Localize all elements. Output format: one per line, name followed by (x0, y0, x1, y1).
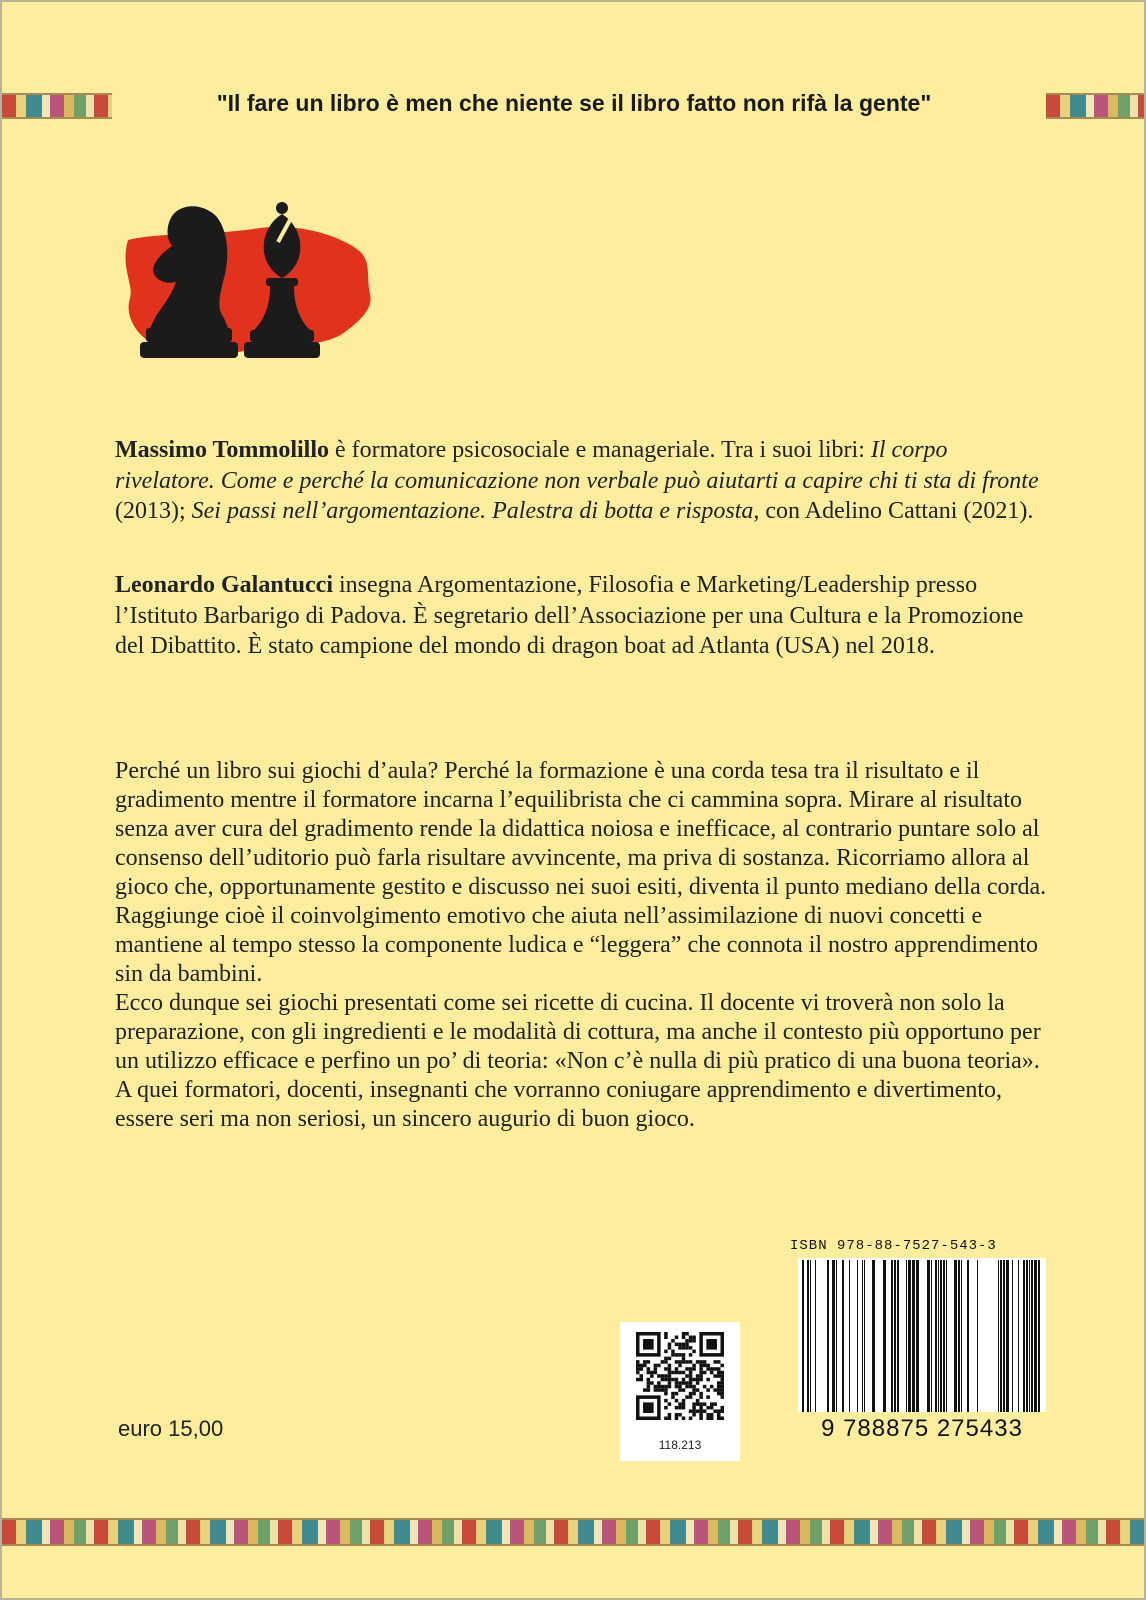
book-title: Il corpo rivelatore. Come e perché la comunicazione non verbale può aiutarti a capire chi ti sta di fronte (115, 437, 1039, 494)
author-name: Massimo Tommolillo (115, 437, 330, 463)
motto-quote: "Il fare un libro è men che niente se il libro fatto non rifà la gente" (216, 90, 932, 116)
isbn-digits: 9 788875 275433 (798, 1412, 1046, 1446)
book-description: Perché un libro sui giochi d’aula? Perché la formazione è una corda tesa tra il risultato e il gradimento mentre il formatore incarna l’equilibrista che ci cammina sopra. Mirare al risultato senza aver cura del gradimento rende la didattica noiosa e inefficace, al contrario puntare solo al consenso dell’uditorio può farla risultare avvincente, ma priva di sostanza. Ricorriamo allora al gioco che, opportunamente gestito e discusso nei suoi esiti, diventa il punto mediano della corda. Raggiunge cioè il coinvolgimento emotivo che aiuta nell’assimilazione di nuovi concetti e mantiene al tempo stesso la componente ludica e “leggera” che connota il nostro apprendimento sin da bambini. Ecco dunque sei giochi presentati come sei ricette di cucina. Il docente vi troverà non solo la preparazione, con gli ingredienti e le modalità di cottura, ma anche il contesto più opportuno per un utilizzo efficace e perfino un po’ di teoria: «Non c’è nulla di più pratico di una buona teoria». A quei formatori, docenti, insegnanti che vorranno coniugare apprendimento e divertimento, essere seri ma non seriosi, un sincero augurio di buon gioco. (115, 758, 1047, 1132)
chess-pieces-illustration (120, 198, 380, 378)
decorative-band-right (1046, 93, 1144, 119)
qr-code-box (620, 1322, 740, 1461)
author-name: Leonardo Galantucci (115, 572, 334, 598)
book-title: Sei passi nell’argomentazione. Palestra di botta e risposta (191, 498, 754, 524)
decorative-band-bottom (2, 1518, 1144, 1546)
barcode (798, 1258, 1046, 1426)
decorative-band-left (2, 93, 112, 119)
author-bio-tommolillo: Massimo Tommolillo è formatore psicosociale e manageriale. Tra i suoi libri: Il corpo rivelatore. Come e perché la comunicazione non verbale può aiutarti a capire chi ti sta di fronte (2013); Sei passi nell’argomentazione. Palestra di botta e risposta, con Adelino Cattani (2021). (115, 437, 1039, 524)
qr-code-icon (636, 1332, 724, 1420)
author-bio-galantucci: Leonardo Galantucci insegna Argomentazione, Filosofia e Marketing/Leadership presso l’Istituto Barbarigo di Padova. È segretario dell’Associazione per una Cultura e la Promozione del Dibattito. È stato campione del mondo di dragon boat ad Atlanta (USA) nel 2018. (115, 572, 1024, 659)
book-back-cover (2, 2, 1144, 1598)
price: euro 15,00 (118, 1416, 224, 1441)
qr-code-number: 118.213 (658, 1438, 702, 1452)
isbn-label: ISBN 978-88-7527-543-3 (790, 1238, 997, 1254)
